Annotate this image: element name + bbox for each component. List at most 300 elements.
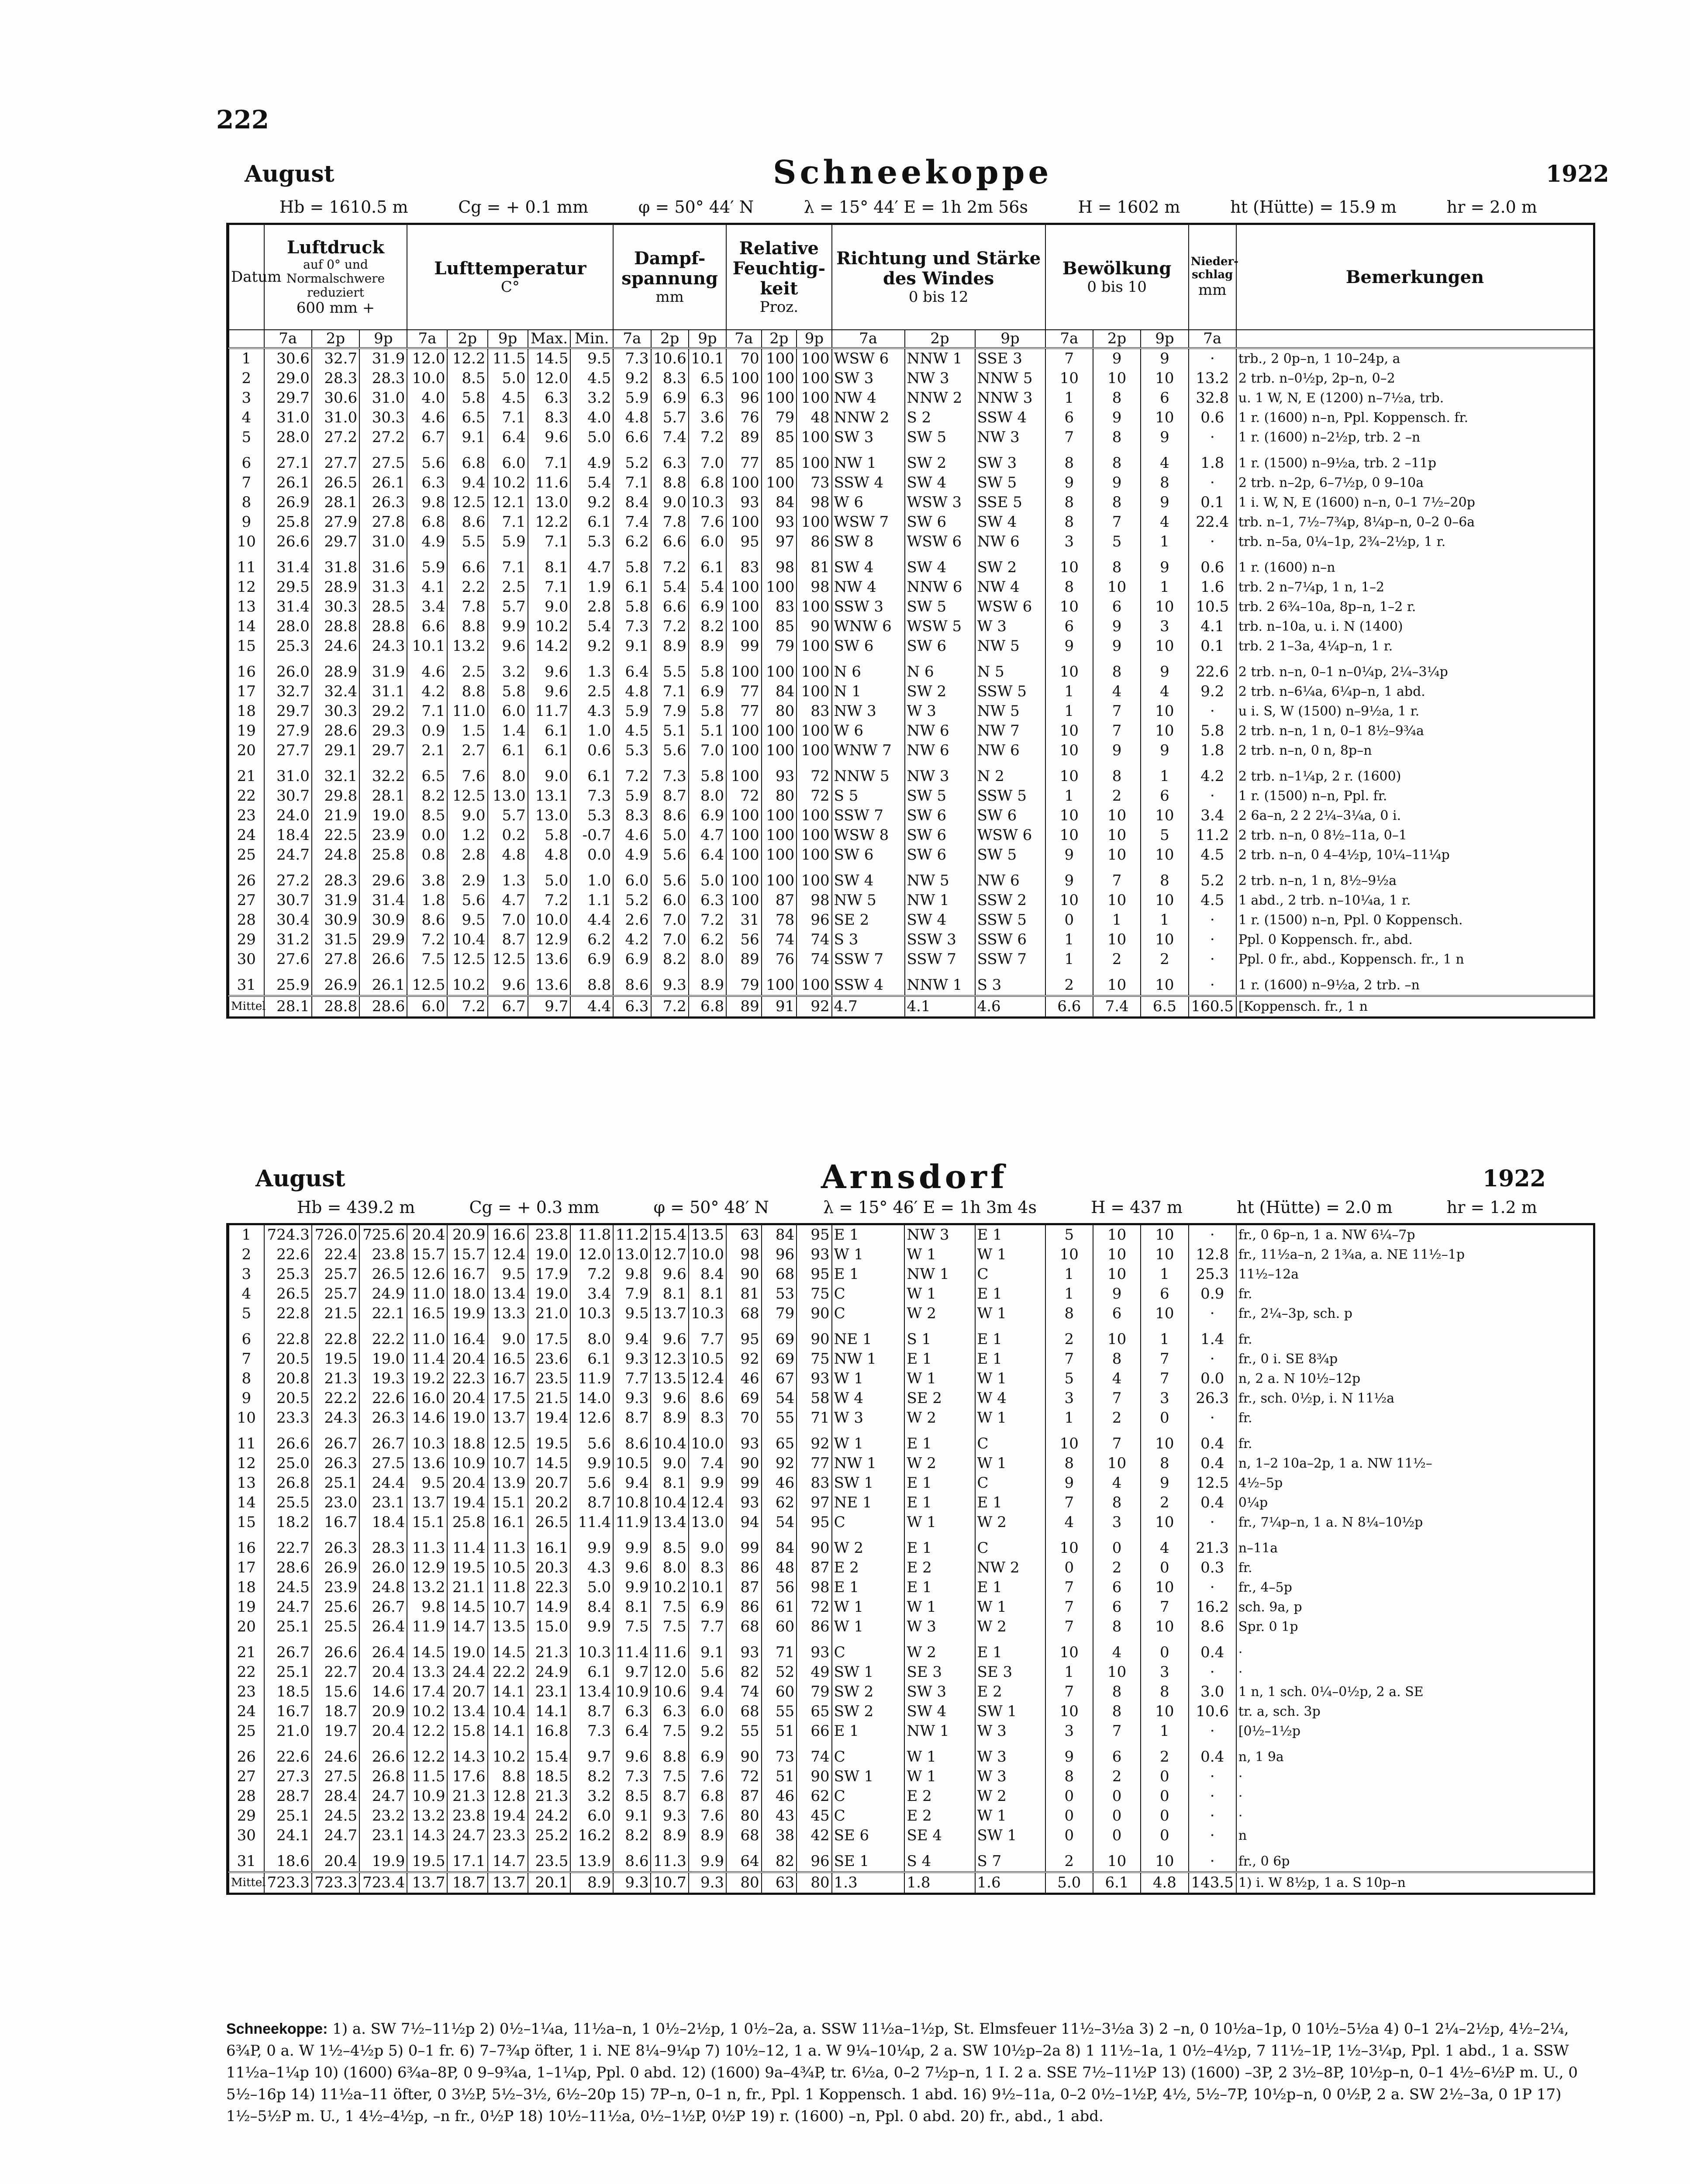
table-cell: C bbox=[832, 1806, 905, 1826]
remark-cell: trb. 2 1–3a, 4¼p–n, 1 r. bbox=[1236, 636, 1593, 656]
table-cell: 98 bbox=[797, 1578, 832, 1597]
table-cell: 100 bbox=[797, 806, 832, 826]
table-cell: 7.1 bbox=[488, 552, 528, 577]
table-cell: 98 bbox=[726, 1245, 762, 1265]
table-cell: 100 bbox=[762, 806, 797, 826]
table-row bbox=[229, 845, 1593, 865]
table-cell: 8 bbox=[1093, 1493, 1141, 1513]
table-cell: 14.5 bbox=[488, 1637, 528, 1662]
table-cell: 90 bbox=[726, 1454, 762, 1473]
table-cell: 87 bbox=[797, 1558, 832, 1578]
table-cell: 10.3 bbox=[407, 1428, 447, 1454]
table-cell: 90 bbox=[726, 1265, 762, 1284]
table-cell: 1.8 bbox=[1189, 741, 1236, 760]
table-cell: 4.6 bbox=[407, 656, 447, 682]
table-cell: 12.0 bbox=[407, 348, 447, 369]
table-cell: · bbox=[1189, 950, 1236, 969]
table-cell: 23.1 bbox=[528, 1682, 571, 1702]
table-cell: NW 6 bbox=[975, 865, 1045, 891]
table-cell: 5 bbox=[1045, 1369, 1093, 1389]
day-cell: 29 bbox=[229, 1806, 264, 1826]
table-cell: E 1 bbox=[904, 1493, 975, 1513]
table-cell: 26.6 bbox=[264, 532, 312, 552]
table-cell: 9.8 bbox=[613, 1265, 651, 1284]
day-cell: 6 bbox=[229, 1324, 264, 1349]
table-cell: 23.9 bbox=[312, 1578, 359, 1597]
table-cell: 73 bbox=[797, 473, 832, 493]
table-cell: 16.2 bbox=[1189, 1597, 1236, 1617]
table-cell: 13.7 bbox=[407, 1493, 447, 1513]
table-cell: 26.9 bbox=[264, 493, 312, 512]
day-cell: 5 bbox=[229, 428, 264, 447]
table-cell: 27.8 bbox=[359, 512, 407, 532]
table-cell: 80 bbox=[726, 1872, 762, 1893]
table-cell: 100 bbox=[726, 577, 762, 597]
table-cell: 13.9 bbox=[570, 1845, 613, 1872]
table-cell: 3 bbox=[1141, 1389, 1188, 1408]
table-cell: 7.1 bbox=[528, 577, 571, 597]
table-cell: 10.6 bbox=[651, 1682, 688, 1702]
table-cell: 2 bbox=[1045, 1324, 1093, 1349]
table-cell: 9.9 bbox=[689, 1473, 726, 1493]
table-cell: 100 bbox=[762, 865, 797, 891]
table-cell: 3.4 bbox=[1189, 806, 1236, 826]
table-cell: 9.2 bbox=[570, 636, 613, 656]
table-cell: 8 bbox=[1093, 1617, 1141, 1637]
remark-cell: 1 n, 1 sch. 0¼–0½p, 2 a. SE bbox=[1236, 1682, 1593, 1702]
table-cell: 23.8 bbox=[528, 1225, 571, 1245]
table-cell: · bbox=[1189, 702, 1236, 721]
table-cell: C bbox=[975, 1265, 1045, 1284]
table-cell: 9.6 bbox=[613, 1558, 651, 1578]
table-cell: NNW 1 bbox=[905, 969, 975, 996]
table-cell: 93 bbox=[726, 1493, 762, 1513]
day-cell: 17 bbox=[229, 1558, 264, 1578]
table-cell: 1.8 bbox=[407, 891, 447, 910]
table-cell: 78 bbox=[762, 910, 797, 930]
table-cell: 5 bbox=[1141, 826, 1188, 845]
table-cell: 100 bbox=[726, 865, 762, 891]
table-cell: 12.9 bbox=[407, 1558, 447, 1578]
remark-cell: 2 trb. n–n, 0 8½–11a, 0–1 bbox=[1236, 826, 1593, 845]
table-cell: 19.5 bbox=[312, 1349, 359, 1369]
table-cell: 5.8 bbox=[447, 388, 487, 408]
table-cell: 7.1 bbox=[528, 532, 571, 552]
table-cell: 24.7 bbox=[264, 1597, 312, 1617]
table-cell: 19.0 bbox=[359, 1349, 407, 1369]
sub-7a: 7a bbox=[832, 330, 905, 348]
table-cell: 5.4 bbox=[570, 473, 613, 493]
table-cell: SW 4 bbox=[905, 552, 975, 577]
table-cell: 10.7 bbox=[488, 1454, 528, 1473]
table-cell: 71 bbox=[797, 1408, 832, 1428]
table-cell: W 1 bbox=[832, 1597, 905, 1617]
day-cell: 9 bbox=[229, 1389, 264, 1408]
table-cell: N 2 bbox=[975, 760, 1045, 786]
table-row bbox=[229, 1369, 1593, 1389]
table-cell: 9.1 bbox=[689, 1637, 726, 1662]
table-cell: 68 bbox=[726, 1826, 762, 1845]
table-cell: 25.3 bbox=[264, 1265, 312, 1284]
table-cell: 1 bbox=[1045, 702, 1093, 721]
table-cell: 6.1 bbox=[689, 552, 726, 577]
table-cell: 7.5 bbox=[651, 1767, 688, 1787]
table-cell: 1 bbox=[1045, 1408, 1093, 1428]
table-cell: 22.7 bbox=[264, 1532, 312, 1558]
table-cell: 10.2 bbox=[447, 969, 487, 996]
table-cell: 96 bbox=[797, 910, 832, 930]
table-cell: 80 bbox=[762, 702, 797, 721]
table-cell: 23.3 bbox=[488, 1826, 528, 1845]
table-cell: 11.7 bbox=[528, 702, 571, 721]
header-niederschlag: Nieder-schlag mm bbox=[1189, 225, 1236, 330]
table-cell: 1.6 bbox=[1189, 577, 1236, 597]
table-cell: 27.2 bbox=[264, 865, 312, 891]
table-cell: 93 bbox=[797, 1369, 832, 1389]
table-cell: 81 bbox=[797, 552, 832, 577]
table-cell: 24.2 bbox=[528, 1806, 571, 1826]
table-row bbox=[229, 1532, 1593, 1558]
table-cell: 100 bbox=[797, 826, 832, 845]
table-cell: 8 bbox=[1093, 388, 1141, 408]
table-cell: 8 bbox=[1093, 428, 1141, 447]
table-cell: 19.4 bbox=[447, 1493, 487, 1513]
table-cell: 18.2 bbox=[264, 1513, 312, 1532]
table-cell: 100 bbox=[797, 656, 832, 682]
table-cell: 87 bbox=[726, 1787, 762, 1806]
table-cell: 5.2 bbox=[1189, 865, 1236, 891]
table-row bbox=[229, 1637, 1593, 1662]
table-cell: 5.0 bbox=[488, 369, 528, 388]
table-cell: 5.8 bbox=[1189, 721, 1236, 741]
table-cell: 16.4 bbox=[447, 1324, 487, 1349]
table-cell: 8.3 bbox=[689, 1558, 726, 1578]
table-cell: 100 bbox=[726, 512, 762, 532]
table-cell: E 1 bbox=[904, 1578, 975, 1597]
table-cell: 100 bbox=[762, 741, 797, 760]
table-cell: 10 bbox=[1141, 1617, 1188, 1637]
table-cell: 100 bbox=[726, 369, 762, 388]
table-cell: 28.5 bbox=[359, 597, 407, 617]
table-cell: SW 3 bbox=[832, 369, 905, 388]
table-cell: 5.4 bbox=[689, 577, 726, 597]
table-row bbox=[229, 577, 1593, 597]
table-cell: · bbox=[1189, 1787, 1236, 1806]
table-row bbox=[229, 891, 1593, 910]
table-cell: 7 bbox=[1093, 1721, 1141, 1741]
table-cell: 5.9 bbox=[613, 388, 651, 408]
table-cell: 10 bbox=[1045, 1532, 1093, 1558]
table-cell: 7 bbox=[1045, 348, 1093, 369]
table-cell: 4.6 bbox=[613, 826, 651, 845]
table-cell: 24.5 bbox=[264, 1578, 312, 1597]
table-cell: 8 bbox=[1141, 473, 1188, 493]
table-cell: 70 bbox=[726, 1408, 762, 1428]
table-cell: 93 bbox=[762, 512, 797, 532]
table-cell: 10 bbox=[1045, 806, 1093, 826]
table-cell: 23.9 bbox=[359, 826, 407, 845]
table-cell: 3.2 bbox=[570, 1787, 613, 1806]
table-cell: 23.3 bbox=[264, 1408, 312, 1428]
table-cell: 6.3 bbox=[651, 447, 689, 473]
table-row bbox=[229, 1265, 1593, 1284]
table-cell: 8.7 bbox=[651, 786, 689, 806]
table-cell: 86 bbox=[797, 532, 832, 552]
table-cell: W 1 bbox=[904, 1513, 975, 1532]
table-cell: 58 bbox=[797, 1389, 832, 1408]
day-cell: 1 bbox=[229, 1225, 264, 1245]
table-cell: 10.6 bbox=[1189, 1702, 1236, 1721]
remark-cell: fr. bbox=[1236, 1408, 1593, 1428]
table-cell: · bbox=[1189, 348, 1236, 369]
table-cell: 7.0 bbox=[689, 741, 726, 760]
table-cell: 22.6 bbox=[1189, 656, 1236, 682]
table-cell: W 1 bbox=[975, 1597, 1045, 1617]
table-cell: 7 bbox=[1093, 1428, 1141, 1454]
table-cell: 79 bbox=[762, 408, 797, 428]
table-cell: 24.8 bbox=[359, 1578, 407, 1597]
table-cell: NW 1 bbox=[905, 891, 975, 910]
table-cell: 16.1 bbox=[528, 1532, 571, 1558]
param: λ = 15° 44′ E = 1h 2m 56s bbox=[804, 197, 1028, 217]
table-cell: 6.0 bbox=[651, 891, 689, 910]
table-cell: 10 bbox=[1045, 891, 1093, 910]
table-cell: 8 bbox=[1093, 493, 1141, 512]
table-cell: 8.5 bbox=[447, 369, 487, 388]
remark-cell: trb. n–10a, u. i. N (1400) bbox=[1236, 617, 1593, 636]
header-datum: Datum bbox=[229, 225, 264, 330]
table-cell: 10.6 bbox=[651, 348, 689, 369]
table-cell: 10 bbox=[1093, 1265, 1141, 1284]
param: hr = 1.2 m bbox=[1446, 1198, 1537, 1217]
sub-9p: 9p bbox=[359, 330, 407, 348]
table-cell: 7 bbox=[1093, 512, 1141, 532]
day-cell: 20 bbox=[229, 1617, 264, 1637]
table-cell: 100 bbox=[797, 348, 832, 369]
table-cell: 1.6 bbox=[975, 1872, 1045, 1893]
table-cell: 8.7 bbox=[613, 1408, 651, 1428]
table-cell: 32.1 bbox=[312, 760, 359, 786]
table-cell: 1.0 bbox=[570, 721, 613, 741]
table-row bbox=[229, 1428, 1593, 1454]
table-cell: 4 bbox=[1093, 1369, 1141, 1389]
table-row bbox=[229, 1845, 1593, 1872]
table-cell: 4 bbox=[1093, 1473, 1141, 1493]
table-cell: 11.0 bbox=[447, 702, 487, 721]
table-cell: SW 1 bbox=[832, 1767, 905, 1787]
table-cell: 10 bbox=[1093, 930, 1141, 950]
table-cell: 100 bbox=[797, 447, 832, 473]
table-cell: SW 6 bbox=[905, 512, 975, 532]
day-cell: 1 bbox=[229, 348, 264, 369]
table-cell: 98 bbox=[797, 493, 832, 512]
table-cell: 100 bbox=[762, 388, 797, 408]
table-cell: 7.4 bbox=[613, 512, 651, 532]
table-cell: 12.4 bbox=[488, 1245, 528, 1265]
table-cell: 25.3 bbox=[264, 636, 312, 656]
table-cell: 8.9 bbox=[689, 636, 726, 656]
table-cell: 4.2 bbox=[613, 930, 651, 950]
table-cell: 11.2 bbox=[613, 1225, 651, 1245]
day-cell: 20 bbox=[229, 741, 264, 760]
table-cell: 20.5 bbox=[264, 1389, 312, 1408]
table-cell: 74 bbox=[726, 1682, 762, 1702]
day-cell: Mittel bbox=[229, 996, 264, 1016]
table-row bbox=[229, 865, 1593, 891]
table-cell: 9 bbox=[1093, 1284, 1141, 1304]
table-cell: 31.0 bbox=[312, 408, 359, 428]
table-cell: E 2 bbox=[832, 1558, 905, 1578]
table-cell: 12.5 bbox=[447, 950, 487, 969]
table-cell: 19.0 bbox=[447, 1637, 487, 1662]
remark-cell: Ppl. 0 fr., abd., Koppensch. fr., 1 n bbox=[1236, 950, 1593, 969]
table-cell: W 1 bbox=[832, 1617, 905, 1637]
table-cell: 5.2 bbox=[613, 891, 651, 910]
table-cell: 30.7 bbox=[264, 786, 312, 806]
table-cell: 11.4 bbox=[447, 1532, 487, 1558]
table-cell: 12.2 bbox=[407, 1741, 447, 1767]
table-cell: 0 bbox=[1141, 1408, 1188, 1428]
table-cell: 25.7 bbox=[312, 1265, 359, 1284]
table-cell: 87 bbox=[762, 891, 797, 910]
table-cell: 10 bbox=[1093, 1225, 1141, 1245]
table-cell: 20.4 bbox=[312, 1845, 359, 1872]
table-cell: W 1 bbox=[975, 1806, 1045, 1826]
table-cell: 6 bbox=[1093, 1304, 1141, 1324]
sub-max: Max. bbox=[528, 330, 571, 348]
table-cell: 10 bbox=[1093, 1245, 1141, 1265]
table-cell: 20.5 bbox=[264, 1349, 312, 1369]
table-cell: NNW 2 bbox=[832, 408, 905, 428]
table-cell: E 1 bbox=[832, 1578, 905, 1597]
table-cell: 38 bbox=[762, 1826, 797, 1845]
table-cell: 90 bbox=[797, 1767, 832, 1787]
table-cell: 10 bbox=[1141, 1702, 1188, 1721]
table-cell: 9.3 bbox=[689, 1872, 726, 1893]
section-1-table bbox=[226, 223, 1595, 1019]
table-cell: 6.5 bbox=[1141, 996, 1188, 1016]
table-row bbox=[229, 493, 1593, 512]
sub-9p: 9p bbox=[689, 330, 726, 348]
table-cell: 12.2 bbox=[447, 348, 487, 369]
table-cell: 12.7 bbox=[651, 1245, 688, 1265]
table-cell: 4.8 bbox=[528, 845, 571, 865]
table-cell: C bbox=[975, 1473, 1045, 1493]
table-cell: 5.3 bbox=[613, 741, 651, 760]
table-cell: 74 bbox=[797, 950, 832, 969]
table-cell: 7.6 bbox=[689, 1767, 726, 1787]
table-cell: 19.0 bbox=[528, 1284, 571, 1304]
table-cell: 16.7 bbox=[312, 1513, 359, 1532]
table-cell: 12.9 bbox=[528, 930, 571, 950]
table-cell: 25.1 bbox=[264, 1662, 312, 1682]
table-cell: NW 4 bbox=[832, 388, 905, 408]
table-cell: · bbox=[1189, 1349, 1236, 1369]
sub-2p: 2p bbox=[905, 330, 975, 348]
table-cell: 9 bbox=[1045, 1741, 1093, 1767]
table-cell: W 1 bbox=[904, 1741, 975, 1767]
table-cell: WSW 6 bbox=[975, 597, 1045, 617]
table-cell: 5.1 bbox=[689, 721, 726, 741]
table-cell: 4 bbox=[1045, 1513, 1093, 1532]
table-row bbox=[229, 1682, 1593, 1702]
table-cell: E 1 bbox=[975, 1225, 1045, 1245]
table-cell: 28.3 bbox=[312, 369, 359, 388]
day-cell: 2 bbox=[229, 369, 264, 388]
table-cell: 12.4 bbox=[689, 1369, 726, 1389]
table-cell: 25.5 bbox=[312, 1617, 359, 1637]
remark-cell: fr., 4–5p bbox=[1236, 1578, 1593, 1597]
table-cell: 9.3 bbox=[613, 1872, 651, 1893]
table-cell: 28.8 bbox=[359, 617, 407, 636]
table-cell: 6.6 bbox=[651, 532, 689, 552]
table-cell: 6.6 bbox=[613, 428, 651, 447]
table-cell: W 1 bbox=[975, 1408, 1045, 1428]
table-cell: E 1 bbox=[975, 1349, 1045, 1369]
table-cell: 82 bbox=[726, 1662, 762, 1682]
table-cell: 17.1 bbox=[447, 1845, 487, 1872]
table-cell: 4.7 bbox=[832, 996, 905, 1016]
table-cell: 100 bbox=[797, 721, 832, 741]
table-cell: 4.5 bbox=[570, 369, 613, 388]
sub-7a: 7a bbox=[264, 330, 312, 348]
table-cell: 9.9 bbox=[613, 1578, 651, 1597]
table-cell: 0.0 bbox=[407, 826, 447, 845]
table-cell: 0 bbox=[1141, 1767, 1188, 1787]
table-cell: 92 bbox=[726, 1349, 762, 1369]
day-cell: 24 bbox=[229, 1702, 264, 1721]
day-cell: 31 bbox=[229, 1845, 264, 1872]
table-cell: 2 bbox=[1045, 969, 1093, 996]
table-cell: 12.0 bbox=[651, 1662, 688, 1682]
table-cell: 6.0 bbox=[689, 1702, 726, 1721]
table-cell: 5.6 bbox=[570, 1473, 613, 1493]
table-row bbox=[229, 1806, 1593, 1826]
table-cell: 26.5 bbox=[264, 1284, 312, 1304]
table-cell: 18.0 bbox=[447, 1284, 487, 1304]
table-cell: 31.0 bbox=[359, 532, 407, 552]
table-cell: 5.8 bbox=[689, 702, 726, 721]
table-cell: 75 bbox=[797, 1284, 832, 1304]
table-cell: SSW 7 bbox=[905, 950, 975, 969]
day-cell: 23 bbox=[229, 1682, 264, 1702]
table-cell: 24.3 bbox=[359, 636, 407, 656]
table-cell: 7 bbox=[1045, 1493, 1093, 1513]
table-cell: 84 bbox=[762, 1532, 797, 1558]
table-cell: 0 bbox=[1141, 1637, 1188, 1662]
table-cell: 10.2 bbox=[407, 1702, 447, 1721]
table-cell: 10 bbox=[1093, 1454, 1141, 1473]
table-row bbox=[229, 512, 1593, 532]
table-cell: 0.6 bbox=[1189, 408, 1236, 428]
table-cell: 75 bbox=[797, 1349, 832, 1369]
day-cell: 6 bbox=[229, 447, 264, 473]
table-cell: 12.4 bbox=[689, 1493, 726, 1513]
param: H = 437 m bbox=[1091, 1198, 1183, 1217]
remark-cell: fr., 0 i. SE 8¾p bbox=[1236, 1349, 1593, 1369]
table-cell: 5.1 bbox=[651, 721, 689, 741]
table-cell: 55 bbox=[762, 1702, 797, 1721]
table-cell: 11.3 bbox=[651, 1845, 688, 1872]
table-cell: 0 bbox=[1141, 1826, 1188, 1845]
table-cell: 77 bbox=[797, 1454, 832, 1473]
table-cell: 9.0 bbox=[528, 597, 571, 617]
table-cell: 11.4 bbox=[613, 1637, 651, 1662]
table-cell: 11.3 bbox=[407, 1532, 447, 1558]
table-cell: 15.4 bbox=[651, 1225, 688, 1245]
table-cell: 19.5 bbox=[447, 1558, 487, 1578]
table-cell: SW 6 bbox=[905, 845, 975, 865]
